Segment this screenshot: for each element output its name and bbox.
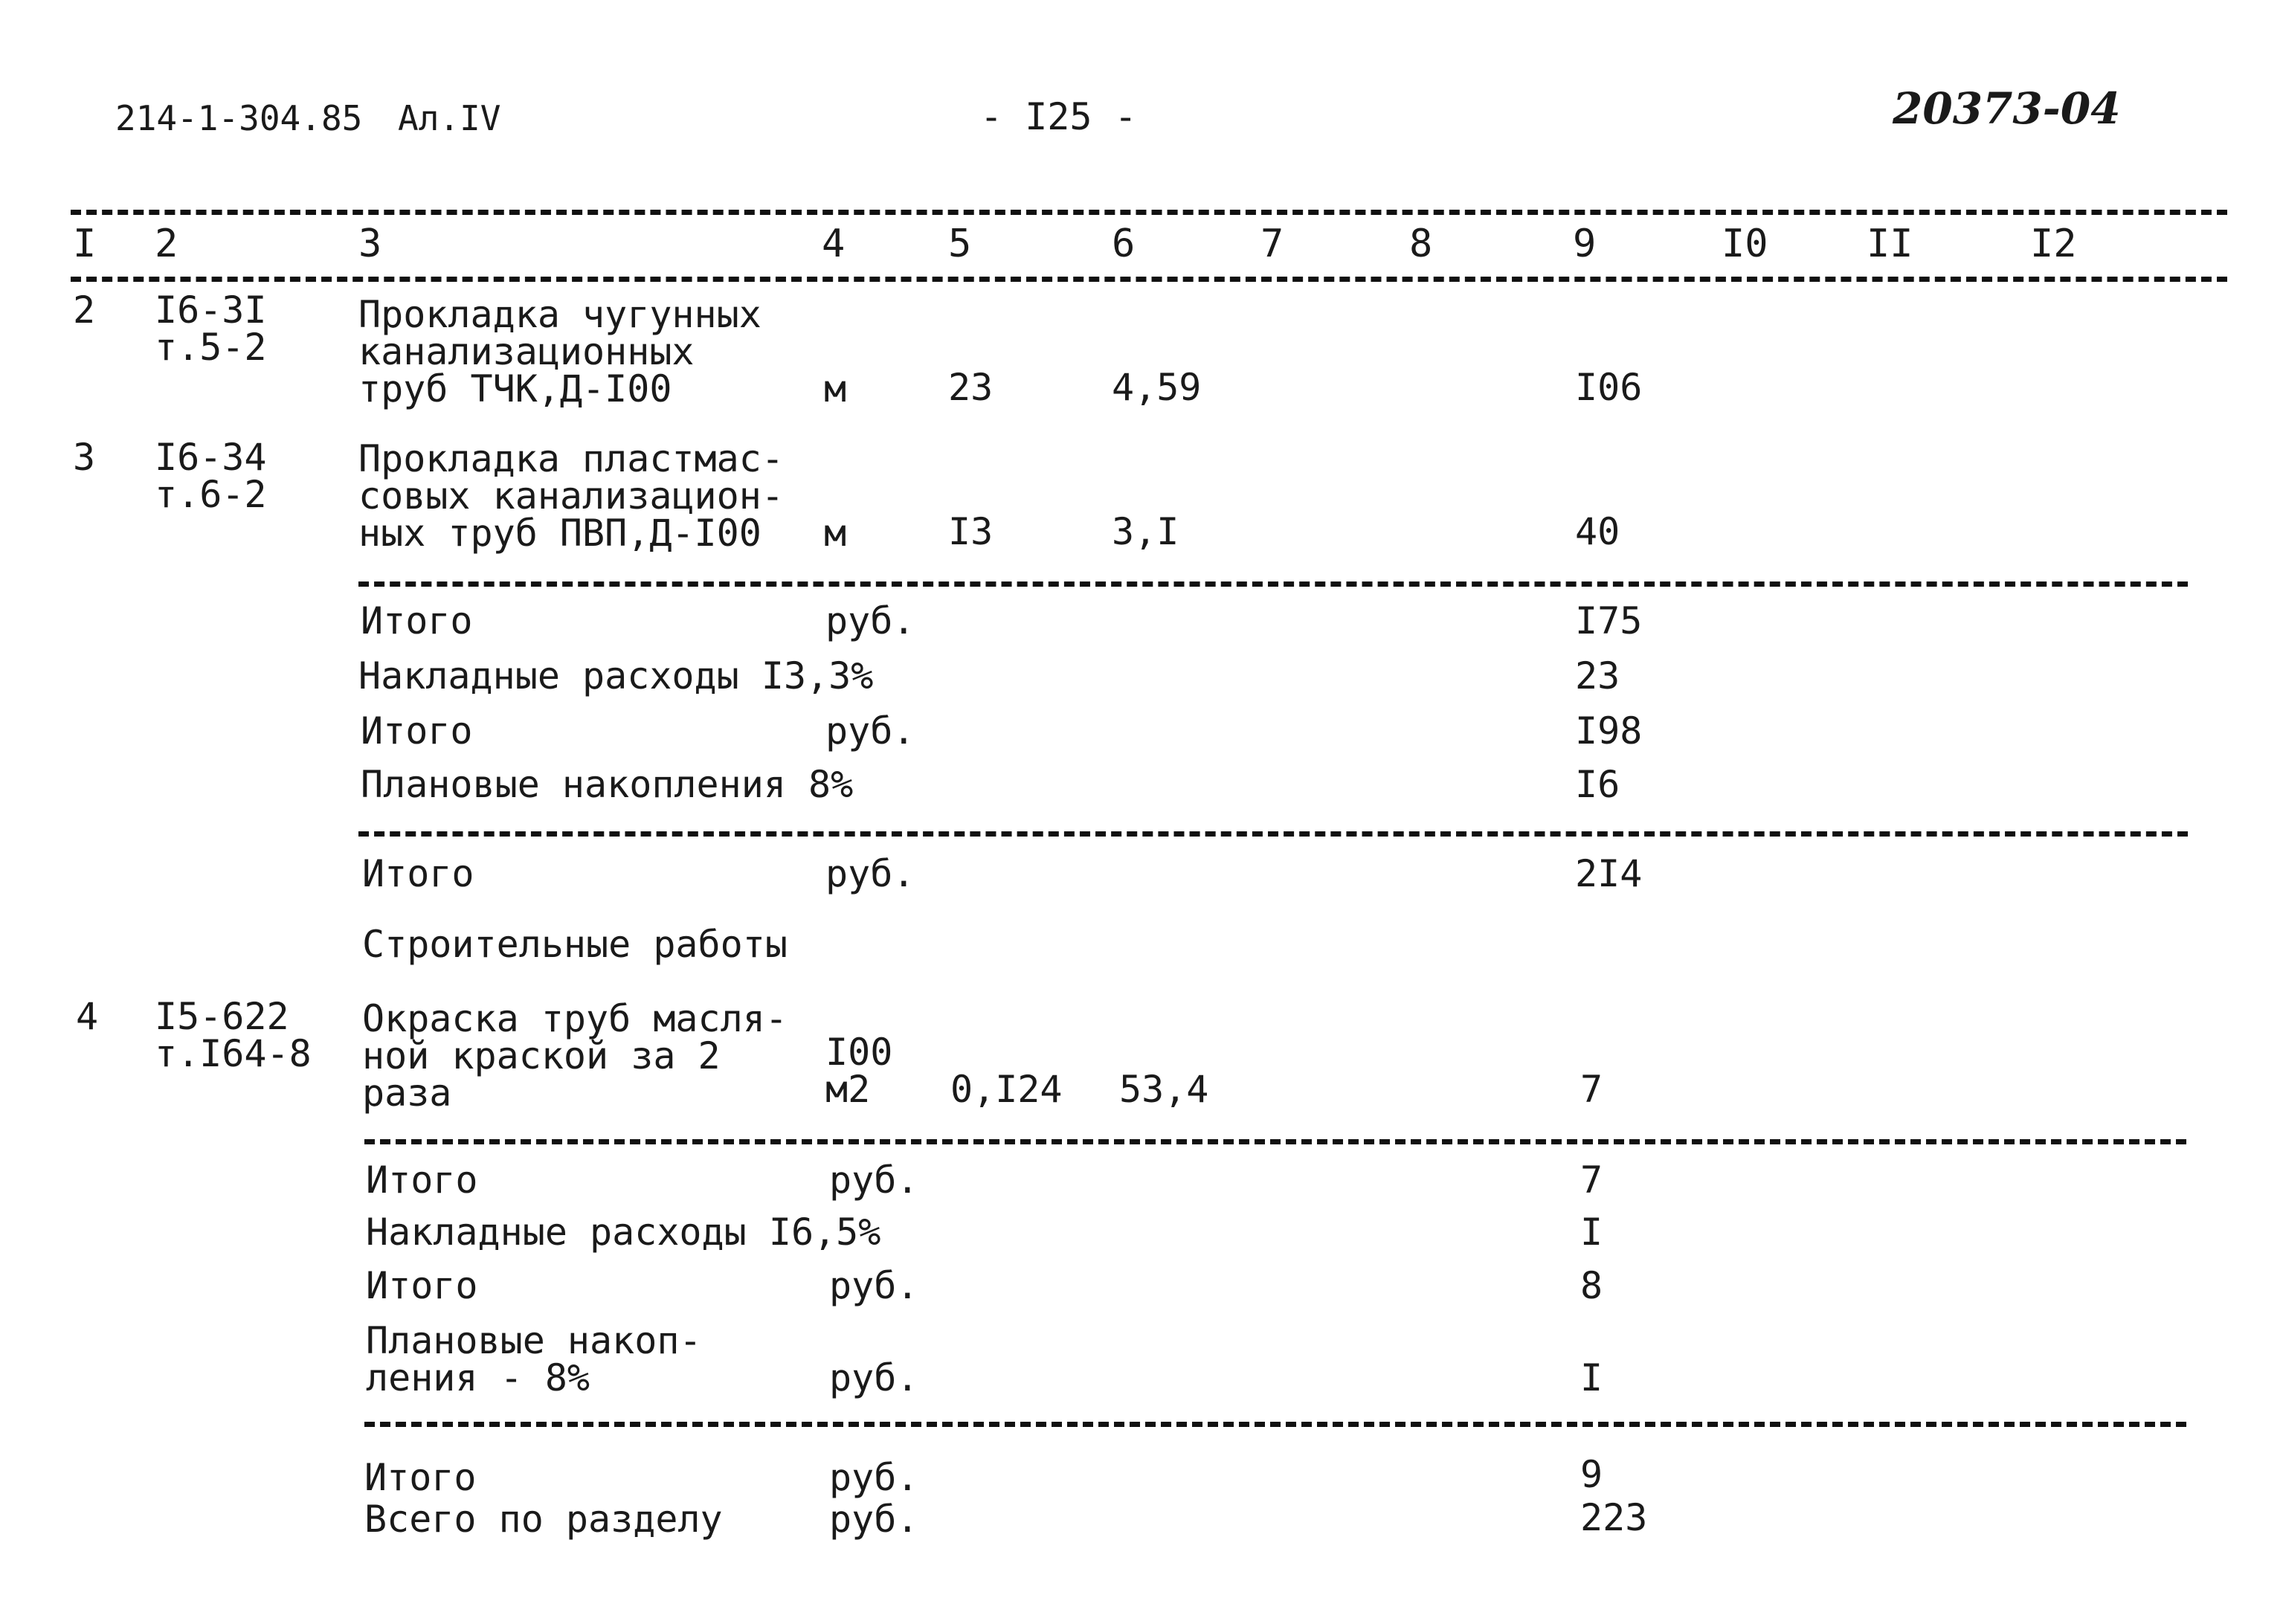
summary-label: Плановые накопления 8% — [361, 763, 854, 806]
row-number: 4 — [76, 995, 99, 1038]
row-name: Прокладка чугунных канализационных труб ТЧК,Д-I00 — [358, 293, 761, 410]
summary-label: Итого — [366, 1159, 478, 1202]
row-unit: м — [824, 367, 847, 410]
summary-total: 23 — [1575, 654, 1620, 697]
header-rule-top — [71, 210, 2227, 215]
summary-total: I6 — [1575, 763, 1620, 806]
summary-unit: руб. — [829, 1264, 919, 1307]
summary-unit: руб. — [829, 1159, 919, 1202]
row-unit: м — [824, 512, 847, 555]
summary-total: I — [1580, 1356, 1603, 1399]
final-label: Итого — [364, 1456, 477, 1499]
col-header-10: I0 — [1722, 222, 1768, 266]
col-header-5: 5 — [948, 222, 972, 266]
summary-total: 8 — [1580, 1264, 1603, 1307]
row-price: 4,59 — [1112, 366, 1202, 409]
header-rule-bottom — [71, 277, 2227, 282]
row-code: I6-34 т.6-2 — [155, 436, 267, 516]
page-number: - I25 - — [980, 95, 1137, 138]
row-total: I06 — [1575, 366, 1643, 409]
col-header-9: 9 — [1573, 222, 1597, 266]
col-header-8: 8 — [1409, 222, 1433, 266]
row-price: 3,I — [1112, 510, 1179, 553]
row-quantity: 23 — [948, 366, 994, 409]
row-quantity: 0,I24 — [950, 1068, 1063, 1111]
summary-total: I75 — [1575, 599, 1643, 642]
row-total: 40 — [1575, 510, 1620, 553]
summary-total: I — [1580, 1211, 1603, 1254]
grand-total-value: 223 — [1580, 1496, 1648, 1539]
summary-label: Итого — [361, 599, 473, 642]
row-code: I5-622 т.I64-8 — [155, 995, 312, 1075]
doc-code: 214-1-304.85 — [115, 98, 363, 138]
row-name: Прокладка пластмас- совых канализацион- ных труб ПВП,Д-I00 — [358, 437, 784, 555]
row-number: 3 — [73, 436, 96, 479]
section-title: Строительные работы — [362, 923, 788, 966]
summary-unit: руб. — [825, 599, 915, 642]
separator-rule-3 — [364, 1139, 2186, 1144]
summary-label: Накладные расходы I3,3% — [358, 654, 874, 697]
row-number: 2 — [73, 289, 96, 332]
grand-total-label: Всего по разделу — [364, 1498, 723, 1541]
separator-rule-4 — [364, 1422, 2186, 1427]
col-header-11: II — [1867, 222, 1913, 266]
row-total: 7 — [1580, 1068, 1603, 1111]
col-header-4: 4 — [822, 222, 846, 266]
summary-unit: руб. — [829, 1356, 919, 1399]
col-header-7: 7 — [1260, 222, 1284, 266]
stamp-number: 20373-04 — [1893, 83, 2121, 134]
summary-label: Итого — [361, 709, 473, 753]
summary-total: 7 — [1580, 1159, 1603, 1202]
final-total: 9 — [1580, 1453, 1603, 1496]
grand-total-unit: руб. — [829, 1498, 919, 1541]
row-name: Окраска труб масля- ной краской за 2 раза — [362, 997, 788, 1115]
col-header-1: I — [73, 222, 97, 266]
summary-label: Накладные расходы I6,5% — [366, 1211, 881, 1254]
col-header-3: 3 — [358, 222, 382, 266]
separator-rule-2 — [358, 831, 2188, 837]
row-unit: I00 м2 — [825, 1031, 893, 1111]
summary-unit: руб. — [825, 709, 915, 753]
row-code: I6-3I т.5-2 — [155, 289, 267, 369]
col-header-6: 6 — [1112, 222, 1136, 266]
summary-unit: руб. — [825, 852, 915, 895]
row-quantity: I3 — [948, 510, 994, 553]
album-label: Ал.IV — [398, 98, 501, 138]
summary-total: I98 — [1575, 709, 1643, 753]
final-unit: руб. — [829, 1456, 919, 1499]
summary-label: Итого — [366, 1264, 478, 1307]
separator-rule-1 — [358, 581, 2188, 587]
row-price: 53,4 — [1119, 1068, 1209, 1111]
summary-total: 2I4 — [1575, 852, 1643, 895]
summary-label: Плановые накоп- ления - 8% — [366, 1319, 702, 1399]
col-header-12: I2 — [2030, 222, 2077, 266]
summary-label: Итого — [362, 852, 474, 895]
col-header-2: 2 — [155, 222, 178, 266]
